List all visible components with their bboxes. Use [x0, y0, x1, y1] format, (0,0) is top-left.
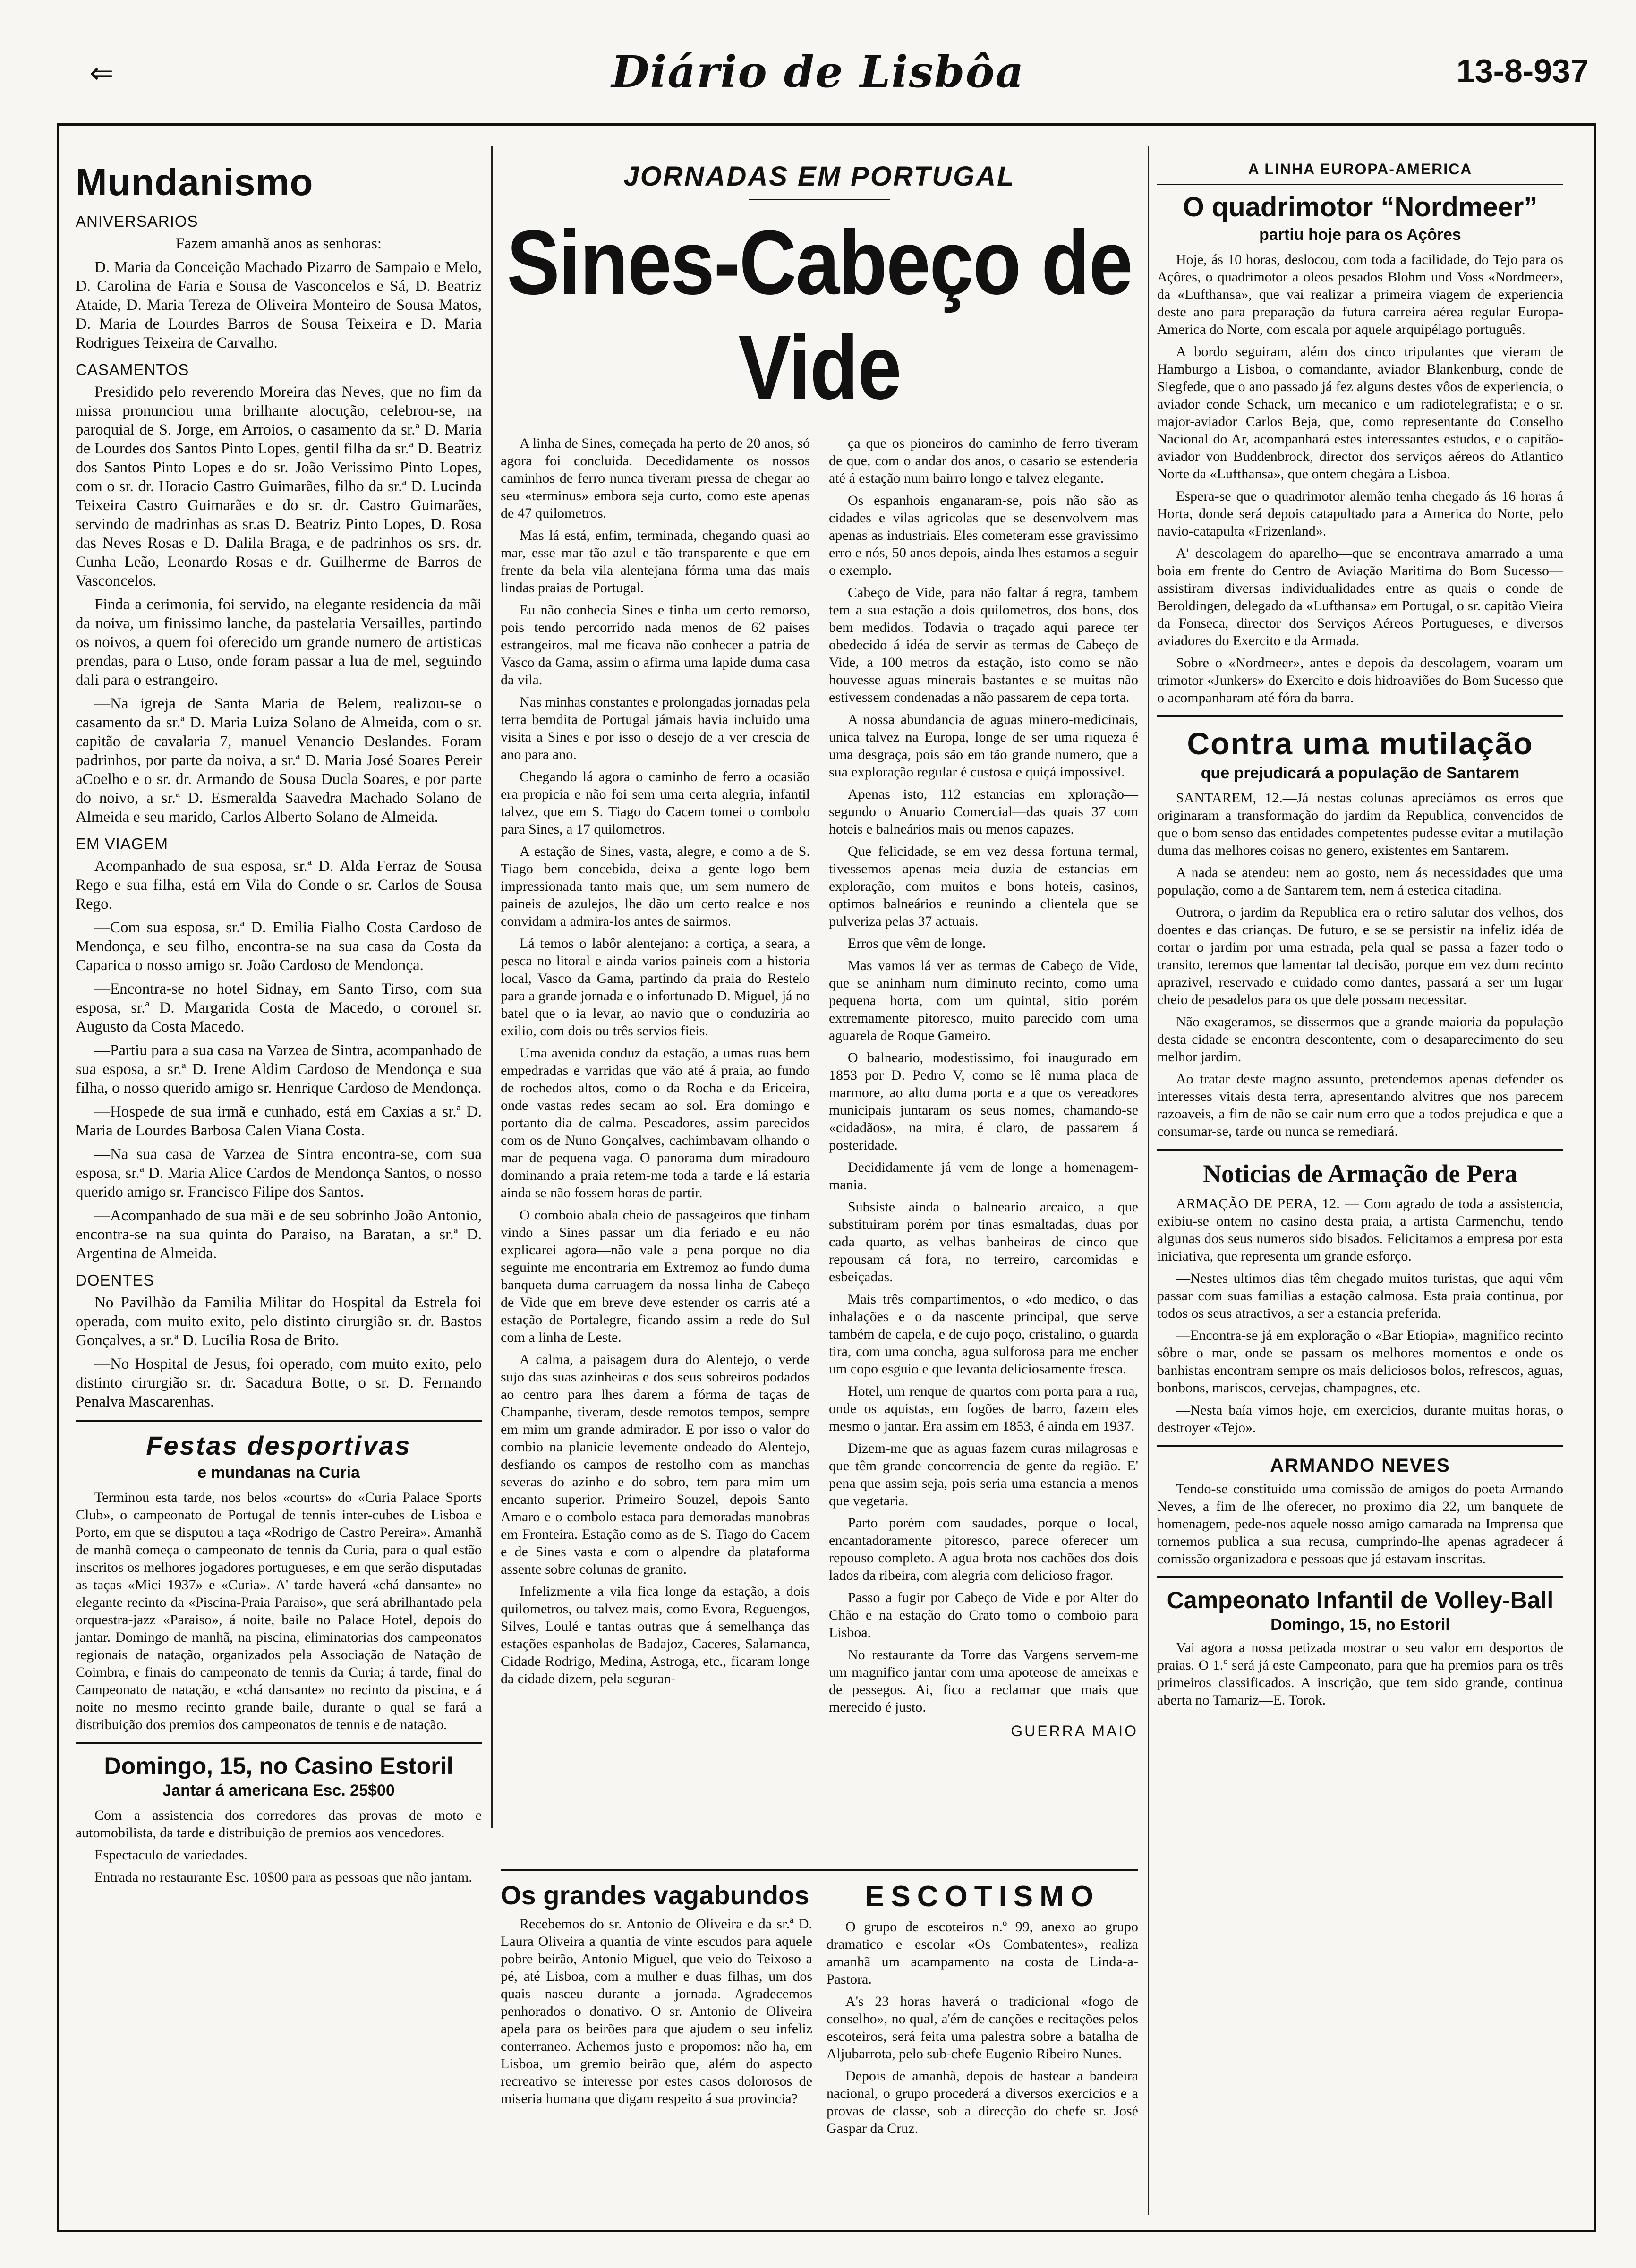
article-body-left: [501, 435, 810, 1721]
column-divider: [491, 146, 493, 1828]
paragraph: —Nestes ultimos dias têm chegado muitos turistas, que aqui vêm passar com suas familias a estação calmosa. Esta praia continua, por todos os seus atractivos, a ser a estancia preferida.: [1157, 1270, 1563, 1321]
section-subhead: EM VIAGEM: [76, 835, 169, 853]
newspaper-page: [28, 19, 1608, 2248]
paragraph: Fazem amanhã anos as senhoras:: [175, 235, 382, 252]
paragraph: ça que os pioneiros do caminho de ferro tiveram de que, com o andar dos anos, o casario se estenderia até á estação num bairro longo e talvez elegante.: [829, 435, 1138, 486]
divider: [76, 1420, 482, 1422]
paragraph: —Acompanhado de sua mãi e de seu sobrinho João Antonio, encontra-se na sua quinta do Paraiso, na Baratan, a sr.ª D. Argentina de Almeida.: [76, 1207, 482, 1262]
paragraph: Sobre o «Nordmeer», antes e depois da descolagem, voaram um trimotor «Junkers» do Exercito e dois hidroaviões do Bom Sucesso que o acompanharam até fóra da barra.: [1157, 655, 1563, 706]
paragraph: A calma, a paisagem dura do Alentejo, o verde sujo das suas azinheiras e dos seus sobreiros podados ao centro para lhes darem a fórma de taças de Champanhe, tiveram, desde remotos tempos, sempre em mim um grande admirador. E por isso o valor do combio na planicie levemente ondeado do Alentejo, desfiando os campos de restolho com as manchas severas do azinho e do sobro, tem para mim um encanto superior. Primeiro Souzel, depois Santo Amaro e o combolo estaca para demoradas manobras em Fronteira. Estação como as de S. Tiago do Cacem e de Sines vasta e com o alpendre da plataforma assente sobre colunas de granito.: [501, 1352, 810, 1577]
paragraph: Presidido pelo reverendo Moreira das Neves, que no fim da missa pronunciou uma brilhante alocução, celebrou-se, na paroquial de S. Jorge, em Arroios, o casamento da sr.ª D. Maria de Lourdes dos Santos Pinto Lopes, gentil filha da sr.ª D. Beatriz dos Santos Pinto Lopes e do sr. João Verissimo Pinto Lopes, com o sr. dr. Horacio Castro Guimarães, filho da sr.ª D. Lucinda Teixeira Castro Guimarães e do sr. dr. Castro Guimarães, servindo de madrinhas as sr.as D. Beatriz Pinto Lopes, D. Rosa das Neves Rosas e D. Dalila Braga, e de padrinhos os srs. dr. Cunha Leão, Leonardo Rosas e dr. Guilherme de Barros de Vasconcelos.: [76, 384, 482, 589]
paragraph: Decididamente já vem de longe a homenagem-mania.: [829, 1160, 1138, 1193]
paragraph: Parto porém com saudades, porque o local, encantadoramente pitoresco, parece oferecer um repouso completo. A agua brota nos cachões dos dois lados da ribeira, com alegria com delicioso fragor.: [829, 1515, 1138, 1583]
column-divider: [1148, 146, 1149, 2215]
paragraph: ARMAÇÃO DE PERA, 12. — Com agrado de toda a assistencia, exibiu-se ontem no casino desta praia, a artista Carmenchu, tendo algunas dos seus numeros sido bisados. Felicitamos a empresa por esta iniciativa, que representa um grande esforço.: [1157, 1196, 1563, 1264]
divider: [1157, 1576, 1563, 1578]
paragraph: —Na sua casa de Varzea de Sintra encontra-se, com sua esposa, sr.ª D. Maria Alice Cardos de Mendonça Santos, o nosso querido amigo sr. Francisco Filipe dos Santos.: [76, 1146, 482, 1201]
paragraph: A' descolagem do aparelho—que se encontrava amarrado a uma boia em frente do Centro de Aviação Maritima do Bom Sucesso—assistiram diversas individualidades entre as quais o conde de Beroldingen, delegado da «Lufthansa» em Portugal, o sr. capitão Vieira da Fonseca, director dos Serviços Aéreos Portugueses, e diversos aviadores do Exercito e da Armada.: [1157, 546, 1563, 648]
paragraph: Infelizmente a vila fica longe da estação, a dois quilometros, ou talvez mais, como Evora, Reguengos, Silves, Loulé e tantas outras que á semelhança das estações espanholas de Badajoz, Caceres, Salamanca, Cidade Rodrigo, Medina, Astroga, etc., ficaram longe da cidade dizem, pela seguran-: [501, 1584, 810, 1687]
article-headline: ESCOTISMO: [864, 1880, 1100, 1913]
paragraph: Entrada no restaurante Esc. 10$00 para as pessoas que não jantam.: [94, 1869, 472, 1885]
article-subheadline: que prejudicará a população de Santarem: [1201, 764, 1520, 782]
article-headline: ARMANDO NEVES: [1270, 1455, 1450, 1476]
paragraph: Que felicidade, se em vez dessa fortuna termal, tivessemos apenas meia duzia de estancias em exploração, com muitos e bons hoteis, casinos, optimos balneários e reunindo a clientela que se pulveriza pelas 37 actuais.: [829, 844, 1138, 929]
divider: [1157, 715, 1563, 717]
article-subheadline: e mundanas na Curia: [197, 1464, 360, 1482]
masthead: [28, 43, 1608, 99]
paragraph: Depois de amanhã, depois de hastear a bandeira nacional, o grupo procederá a diversos exercicios e a provas de classe, sob a direcção do chefe sr. José Gaspar da Cruz.: [827, 2068, 1138, 2136]
paragraph: D. Maria da Conceição Machado Pizarro de Sampaio e Melo, D. Carolina de Faria e Sousa de Vasconcelos e Sá, D. Beatriz Ataide, D. Maria Tereza de Oliveira Monteiro de Sousa Matos, D. Maria de Lourdes Barros de Sousa Teixeira e D. Maria Rodrigues Teixeira de Carvalho.: [76, 259, 482, 351]
paragraph: Subsiste ainda o balneario arcaico, a que substituiram porém por tinas esmaltadas, duas por cada quarto, as velhas banheiras de cinco que repousam cá fora, no terreiro, carcomidas e esbeiçadas.: [829, 1199, 1138, 1285]
divider: [76, 1742, 482, 1744]
paragraph: SANTAREM, 12.—Já nestas colunas apreciámos os erros que originaram a transformação do jardim da Republica, convencidos de que o bom senso das entidades competentes pudesse evitar a mutilação duma das melhores coisas no genero, existentes em Santarem.: [1157, 790, 1563, 858]
paragraph: No Pavilhão da Familia Militar do Hospital da Estrela foi operada, com muito exito, pelo distinto cirurgião sr. dr. Bastos Gonçalves, a sr.ª D. Lucilia Rosa de Brito.: [76, 1294, 482, 1349]
mundanismo-column: [76, 161, 482, 1891]
article-body-right: [829, 435, 1138, 1721]
article-headline: Festas desportivas: [146, 1431, 411, 1460]
section-subhead: DOENTES: [76, 1271, 154, 1289]
paragraph: Lá temos o labôr alentejano: a cortiça, a seara, a pesca no litoral e ainda varios paineis com a historia local, Vasco da Gama, partindo da praia do Restelo para a grande jornada e o infortunado D. Miguel, já no batel que o ia levar, ao navio que o conduziria ao exilio, com dois ou três servios fieis.: [501, 936, 810, 1039]
main-article: [501, 161, 1138, 1740]
paragraph: Uma avenida conduz da estação, a umas ruas bem empedradas e varridas que vão até á praia, ao fundo de rochedos altos, como o da Rocha e da Ericeira, onde vastas redes secam ao sol. Era domingo e portanto dia de calma. Pescadores, assim parecidos com os de Nuno Gonçalves, cachimbavam olhando o mar de pequena vaga. O panorama dum miradouro dominando a praia retem-me toda a tarde e lá estaria ainda se não fossem horas de partir.: [501, 1045, 810, 1201]
section-subhead: ANIVERSARIOS: [76, 213, 198, 230]
paragraph: Erros que vêm de longe.: [848, 936, 986, 951]
paragraph: Mas lá está, enfim, terminada, chegando quasi ao mar, esse mar tão azul e tão transparente e que em frente da bela vila alentejana fórma uma das mais lindas praias de Portugal.: [501, 528, 810, 596]
paragraph: Ao tratar deste magno assunto, pretendemos apenas defender os interesses vitais desta terra, apresentando alvitres que nos parecem razoaveis, a fim de não se cair num erro que a todos prejudica e que a consumar-se, tarde ou nunca se remediará.: [1157, 1071, 1563, 1139]
paragraph: Vai agora a nossa petizada mostrar o seu valor em desportos de praias. O 1.º será já este Campeonato, para que ha premios para os três primeiros classificados. A inscrição, que tem sido grande, continua aberta no Tamariz—E. Torok.: [1157, 1640, 1563, 1708]
paragraph: Passo a fugir por Cabeço de Vide e por Alter do Chão e na estação do Crato tomo o comboio para Lisboa.: [829, 1590, 1138, 1640]
paragraph: Finda a cerimonia, foi servido, na elegante residencia da mãi da noiva, um finissimo lanche, da pastelaria Versailles, partindo os noivos, a quem foi oferecido um grande numero de artisticas prendas, para o Luso, onde foram passar a lua de mel, seguindo dali para o estrangeiro.: [76, 596, 482, 689]
paragraph: O comboio abala cheio de passageiros que tinham vindo a Sines passar um dia feriado e eu não explicarei agora—não vale a pena porque no dia seguinte me encontraria em Extremoz ao fundo duma banqueta duma carruagem da nossa linha de Cabeço de Vide que em breve deve estender os carris até a estação de Portalegre, ficando assim a rede do Sul com a linha de Leste.: [501, 1207, 810, 1345]
paragraph: —Hospede de sua irmã e cunhado, está em Caxias a sr.ª D. Maria de Lourdes Barbosa Calen Viana Costa.: [76, 1103, 482, 1139]
paragraph: Mas vamos lá ver as termas de Cabeço de Vide, que se aninham num diminuto recinto, como uma pequena horta, com um quintal, sitio porém extremamente pitoresco, muito parecido com uma aguarela de Roque Gameiro.: [829, 958, 1138, 1043]
paragraph: —Nesta baía vimos hoje, em exercicios, durante muitas horas, o destroyer «Tejo».: [1157, 1402, 1563, 1435]
article-subheadline: Jantar á americana Esc. 25$00: [162, 1782, 395, 1799]
divider: [1157, 184, 1563, 185]
paragraph: —Encontra-se no hotel Sidnay, em Santo Tirso, com sua esposa, sr.ª D. Margarida Costa de Macedo, o coronel sr. Augusto da Costa Macedo.: [76, 981, 482, 1035]
paragraph: —Encontra-se já em exploração o «Bar Etiopia», magnifico recinto sôbre o mar, onde se passam os melhores momentos e onde os banhistas encontram sempre os mais deliciosos bolos, refrescos, aguas, bonbons, mariscos, cervejas, champagnes, etc.: [1157, 1328, 1563, 1396]
paragraph: A nada se atendeu: nem ao gosto, nem ás necessidades que uma população, como a de Santarem tem, nem á estetica citadina.: [1157, 865, 1563, 898]
paragraph: Espera-se que o quadrimotor alemão tenha chegado ás 16 horas á Horta, donde será depois catapultado para a America do Norte, pelo navio-catapulta «Frizenland».: [1157, 488, 1563, 539]
article-headline: Os grandes vagabundos: [501, 1880, 809, 1910]
paragraph: Apenas isto, 112 estancias em xploração—segundo o Anuario Comercial—das quais 37 com hoteis e balneários mais ou menos capazes.: [829, 786, 1138, 837]
paragraph: No restaurante da Torre das Vargens servem-me um magnifico jantar com uma apoteose de ameixas e de pessegos. Ai, fico a reclamar que mais que merecido é justo.: [829, 1647, 1138, 1715]
divider: [1157, 1149, 1563, 1151]
paragraph: Os espanhois enganaram-se, pois não são as cidades e vilas agricolas que se desenvolvem mas apenas as industriais. Eles cometeram esse gravissimo erro e nós, 50 anos depois, ainda lhes estamos a seguir o exemplo.: [829, 493, 1138, 578]
vagabundos-article: [501, 1880, 812, 2142]
newspaper-title: Diário de Lisbôa: [611, 46, 1025, 97]
paragraph: Mais três compartimentos, o «do medico, o das inhalações e o da nascente principal, que serve também de capela, e de cujo poço, cristalino, o guarda tira, com uma concha, agua sulforosa para me encher um copo esguio e que levanta deliciosamente fresca.: [829, 1291, 1138, 1377]
paragraph: Tendo-se constituido uma comissão de amigos do poeta Armando Neves, a fim de lhe oferecer, no proximo dia 22, um banquete de homenagem, pede-nos aquele nosso amigo camarada na Imprensa que tornemos publica a sua recusa, cumprindo-lhe apenas agradecer á comissão organizadora e pessoas que já estavam inscritas.: [1157, 1481, 1563, 1567]
article-kicker: JORNADAS EM PORTUGAL: [623, 161, 1015, 192]
paragraph: —No Hospital de Jesus, foi operado, com muito exito, pelo distinto cirurgião sr. dr. Sacadura Botte, o sr. D. Fernando Penalva Mascarenhas.: [76, 1356, 482, 1410]
paragraph: —Na igreja de Santa Maria de Belem, realizou-se o casamento da sr.ª D. Maria Luiza Solano de Almeida, com o sr. capitão de cavalaria 7, manuel Venancio Deslandes. Foram padrinhos, por parte da noiva, a sr.ª D. Maria José Soares Pereir aCoelho e o sr. dr. Armando de Sousa Ducla Soares, e por parte do noivo, a sr.ª D. Esmeralda Saavedra Machado Solano de Almeida e seu marido, Carlos Alberto Solano de Almeida.: [76, 695, 482, 826]
paragraph: A nossa abundancia de aguas minero-medicinais, unica talvez na Europa, longe de ser uma riqueza é uma desgraça, pois são em tão grande numero, que a sua exploração regular é custosa e quiçá impossivel.: [829, 712, 1138, 780]
issue-date: 13-8-937: [1456, 52, 1589, 89]
paragraph: A estação de Sines, vasta, alegre, e como a de S. Tiago bem concebida, deixa a gente logo bem impressionada tanto mais que, um sem numero de paineis de azulejos, lhe dão um certo realce e nos convidam a admira-los antes de sairmos.: [501, 844, 810, 929]
divider: [749, 199, 890, 200]
article-headline: O quadrimotor “Nordmeer”: [1183, 192, 1538, 222]
corner-mark-icon: ⇐: [90, 57, 114, 90]
article-headline: Sines-Cabeço de Vide: [507, 211, 1132, 418]
paragraph: Com a assistencia dos corredores das provas de moto e automobilista, da tarde e distribuição de premios aos vencedores.: [76, 1808, 482, 1841]
divider: [1157, 1445, 1563, 1447]
article-subheadline: Domingo, 15, no Estoril: [1270, 1616, 1450, 1634]
article-body: [501, 435, 1138, 1721]
paragraph: —Com sua esposa, sr.ª D. Emilia Fialho Costa Cardoso de Mendonça, e seu filho, encontra-se na sua casa da Costa da Caparica o nosso amigo sr. João Cardoso de Mendonça.: [76, 919, 482, 974]
paragraph: Nas minhas constantes e prolongadas jornadas pela terra bemdita de Portugal jámais havia incluido uma visita a Sines e por isso o desejo de a ver crescia de ano para ano.: [501, 694, 810, 762]
divider: [501, 1869, 1138, 1871]
paragraph: Acompanhado de sua esposa, sr.ª D. Alda Ferraz de Sousa Rego e sua filha, está em Vila do Conde o sr. Carlos de Sousa Rego.: [76, 858, 482, 912]
paragraph: Hoje, ás 10 horas, deslocou, com toda a facilidade, do Tejo para os Açôres, o quadrimotor a oleos pesados Blohm und Voss «Nordmeer», da «Lufthansa», que vai realizar a primeira viagem de experiencia deste ano para preparação da futura carreira aérea regular Europa-America do Norte, com escala por aquele arquipélago português.: [1157, 252, 1563, 337]
section-subhead: CASAMENTOS: [76, 361, 189, 378]
paragraph: O balneario, modestissimo, foi inaugurado em 1853 por D. Pedro V, como se lê numa placa de marmore, ao alto duma porta e a que os vereadores municipais juntaram os seus nomes, chamando-se «cidadãos», na mira, é claro, de passarem á posteridade.: [829, 1050, 1138, 1153]
paragraph: Cabeço de Vide, para não faltar á regra, tambem tem a sua estação a dois quilometros, dos bons, dos bem medidos. Todavia o traçado aqui parece ter obedecido á idéa de servir as termas de Cabeço de Vide, a 100 metros da estação, isto como se não houvesse aguas minerais bastantes e se muitas não estivessem condenadas a não passarem de cepa torta.: [829, 585, 1138, 705]
paragraph: Chegando lá agora o caminho de ferro a ocasião era propicia e não foi sem uma certa alegria, infantil talvez, que em S. Tiago do Cacem tomei o combolo para Sines, a 17 quilometros.: [501, 769, 810, 837]
paragraph: Terminou esta tarde, nos belos «courts» do «Curia Palace Sports Club», o campeonato de Portugal de tennis inter-cubes de Lisboa e Porto, em que se disputou a taça «Rodrigo de Castro Pereira». Amanhã de manhã começa o campeonato de tennis da Curia, para o qual estão inscritos os melhores jogadores portugueses, e em que serão disputadas as taças «Mici 1937» e «Curia». A' tarde haverá «chá dansante» no elegante recinto da «Piscina-Praia Paraiso», que será abrilhantado pela orquestra-jazz «Paraiso», á noite, baile no Palace Hotel, depois do jantar. Domingo de manhã, na piscina, eliminatorias dos campeonatos regionais de natação, organizados pela Associação de Natação de Coimbra, e finais do campeonato de tennis da Curia; á tarde, final do Campeonato de natação, e «chá dansante» no recinto da piscina, e á noite no mesmo recinto grande baile, durante o qual se fará a distribuição dos premios dos campeonatos de tennis e de natação.: [76, 1490, 482, 1732]
paragraph: Hotel, um renque de quartos com porta para a rua, onde os aquistas, em fogões de barro, fazem eles mesmo o jantar. Era assim em 1853, é ainda em 1937.: [829, 1383, 1138, 1434]
paragraph: —Partiu para a sua casa na Varzea de Sintra, acompanhado de sua esposa, a sr.ª D. Irene Aldim Cardoso de Mendonça e sua filha, o nosso querido amigo sr. Henrique Cardoso de Mendonça.: [76, 1042, 482, 1097]
article-headline: Contra uma mutilação: [1187, 726, 1534, 761]
paragraph: Espectaculo de variedades.: [94, 1847, 248, 1863]
right-column: [1157, 161, 1563, 1714]
paragraph: O grupo de escoteiros n.º 99, anexo ao grupo dramatico e escolar «Os Combatentes», realiza amanhã um acampamento na costa de Linda-a-Pastora.: [827, 1919, 1138, 1987]
paragraph: Outrora, o jardim da Republica era o retiro salutar dos velhos, dos doentes e das crianças. De futuro, e se se persistir na infeliz idéa de cortar o jardim por uma estrada, pela qual se passa a fazer todo o transito, teremos que lamentar tal decisão, porque em vez dum recinto aprazivel, reservado e cuidado como dantes, passará a ser um lugar cheio de pesadelos para os que dele possam necessitar.: [1157, 904, 1563, 1007]
paragraph: A's 23 horas haverá o tradicional «fogo de conselho», no qual, a'ém de canções e recitações pelos escoteiros, será feita uma palestra sobre a batalha de Aljubarrota, pelo sub-chefe Eugenio Ribeiro Nunes.: [827, 1994, 1138, 2062]
article-signature: GUERRA MAIO: [1011, 1722, 1138, 1739]
section-title: Mundanismo: [76, 161, 314, 203]
article-subheadline: partiu hoje para os Açôres: [1259, 226, 1461, 244]
paragraph: Dizem-me que as aguas fazem curas milagrosas e que têm grande concorrencia de gente da região. E' pena que assim seja, pois seria uma estancia a menos que vegetaria.: [829, 1441, 1138, 1509]
section-kicker: A LINHA EUROPA-AMERICA: [1248, 161, 1473, 178]
paragraph: Não exageramos, se dissermos que a grande maioria da população desta cidade se encontra descontente, com o desaparecimento do seu melhor jardim.: [1157, 1014, 1563, 1065]
paragraph: A linha de Sines, começada ha perto de 20 anos, só agora foi concluida. Decedidamente os nossos caminhos de ferro nunca tiveram pressa de chegar ao seu «terminus» embora seja curto, como este apenas de 47 quilometros.: [501, 435, 810, 521]
paragraph: A bordo seguiram, além dos cinco tripulantes que vieram de Hamburgo a Lisboa, o comandante, aviador Blankenburg, conde de Siegfede, que o ano passado já fez alguns destes vôos de experiencia, o aviador conde Schack, um mecanico e um radiotelegrafista; e o sr. major-aviador Carlos Beja, que, como representante do Conselho Nacional do Ar, acompanhará estes interessantes estudos, e o capitão-aviador von Buddenbrock, director dos serviços aéreos do Atlantico Norte da «Lufthansa», que ontem chegára a Lisboa.: [1157, 344, 1563, 482]
paragraph: Eu não conhecia Sines e tinha um certo remorso, pois tendo percorrido nada menos de 62 paises estrangeiros, mal me ficava não conhecer a patria de Vasco da Gama, assim o afirma uma lapide duma casa da vila.: [501, 602, 810, 688]
paragraph: Recebemos do sr. Antonio de Oliveira e da sr.ª D. Laura Oliveira a quantia de vinte escudos para aquele pobre beirão, Antonio Miguel, que veio do Teixoso a pé, até Lisboa, com a mulher e duas filhas, um dos quais nasceu durante a jornada. Agradecemos penhorados o donativo. O sr. Antonio de Oliveira apela para os beirões para que ajudem o seu infeliz conterraneo. Achemos justo e propomos: não ha, em Lisboa, um gremio beirão que, além do aspecto recreativo se interesse por estes casos dolorosos de miseria humana que digam respeito á sua provincia?: [501, 1916, 812, 2106]
article-headline: Domingo, 15, no Casino Estoril: [104, 1753, 453, 1779]
article-headline: Noticias de Armação de Pera: [1203, 1160, 1517, 1188]
escotismo-article: [827, 1880, 1138, 2142]
bottom-split: [501, 1880, 1138, 2142]
article-headline: Campeonato Infantil de Volley-Ball: [1167, 1587, 1554, 1613]
bottom-band: [501, 1861, 1138, 2142]
